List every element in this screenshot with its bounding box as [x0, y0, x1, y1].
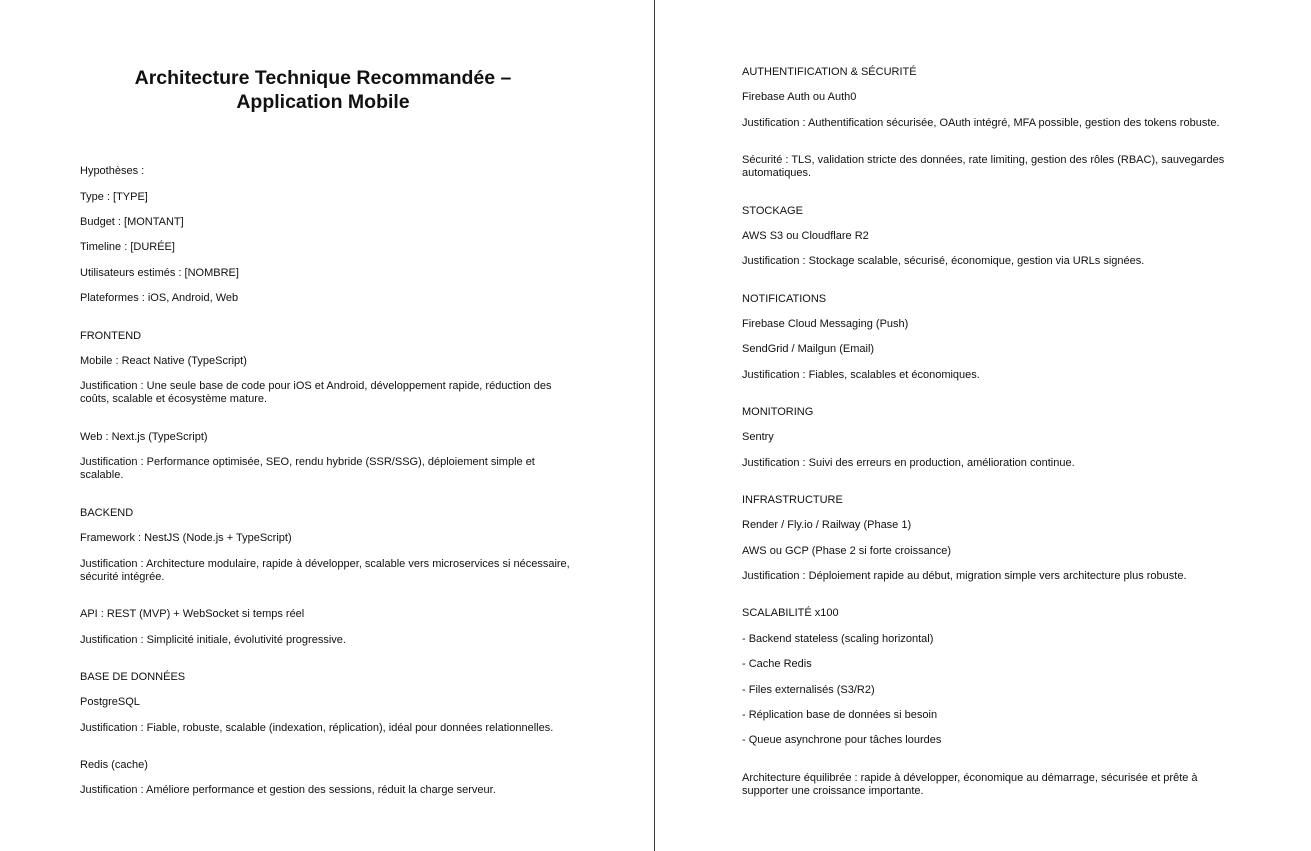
storage-heading: STOCKAGE — [742, 205, 803, 217]
backend-framework-justification: Justification : Architecture modulaire, rapide à développer, scalable vers microservices si nécessaire, sécurité intégrée. — [80, 558, 570, 583]
document-page-right — [656, 0, 1311, 851]
infrastructure-justification: Justification : Déploiement rapide au début, migration simple vers architecture plus robuste. — [742, 570, 1187, 582]
notifications-justification: Justification : Fiables, scalables et économiques. — [742, 369, 980, 381]
auth-justification: Justification : Authentification sécurisée, OAuth intégré, MFA possible, gestion des tokens robuste. — [742, 117, 1220, 129]
frontend-mobile-justification: Justification : Une seule base de code pour iOS et Android, développement rapide, réduction des coûts, scalable et écosystème mature. — [80, 380, 552, 405]
storage-provider: AWS S3 ou Cloudflare R2 — [742, 230, 869, 242]
page-divider — [654, 0, 655, 851]
hypothesis-users: Utilisateurs estimés : [NOMBRE] — [80, 267, 239, 279]
frontend-mobile: Mobile : React Native (TypeScript) — [80, 355, 247, 367]
scalability-item: - Backend stateless (scaling horizontal) — [742, 633, 934, 645]
auth-provider: Firebase Auth ou Auth0 — [742, 91, 857, 103]
backend-framework: Framework : NestJS (Node.js + TypeScript) — [80, 532, 292, 544]
database-heading: BASE DE DONNÉES — [80, 671, 186, 683]
scalability-item: - Réplication base de données si besoin — [742, 709, 938, 721]
monitoring-heading: MONITORING — [742, 406, 814, 418]
frontend-heading: FRONTEND — [80, 330, 142, 342]
notifications-heading: NOTIFICATIONS — [742, 293, 827, 305]
backend-api: API : REST (MVP) + WebSocket si temps réel — [80, 608, 305, 620]
hypothesis-platforms: Plateformes : iOS, Android, Web — [80, 292, 239, 304]
infrastructure-phase2: AWS ou GCP (Phase 2 si forte croissance) — [742, 545, 952, 557]
frontend-web-justification: Justification : Performance optimisée, SEO, rendu hybride (SSR/SSG), déploiement simple et scalable. — [80, 456, 535, 481]
conclusion-text: Architecture équilibrée : rapide à développer, économique au démarrage, sécurisée et prête à supporter une croissance importante. — [742, 772, 1198, 797]
hypotheses-heading: Hypothèses : — [80, 165, 145, 177]
backend-api-justification: Justification : Simplicité initiale, évolutivité progressive. — [80, 634, 346, 646]
document-title — [0, 66, 646, 114]
auth-security: Sécurité : TLS, validation stricte des données, rate limiting, gestion des rôles (RBAC), sauvegardes automatiques. — [742, 154, 1225, 179]
scalability-heading: SCALABILITÉ x100 — [742, 607, 839, 619]
notifications-email: SendGrid / Mailgun (Email) — [742, 343, 875, 355]
hypothesis-timeline: Timeline : [DURÉE] — [80, 241, 175, 253]
notifications-push: Firebase Cloud Messaging (Push) — [742, 318, 909, 330]
monitoring-justification: Justification : Suivi des erreurs en production, amélioration continue. — [742, 457, 1075, 469]
backend-heading: BACKEND — [80, 507, 134, 519]
auth-heading: AUTHENTIFICATION & SÉCURITÉ — [742, 66, 917, 78]
database-redis-justification: Justification : Améliore performance et gestion des sessions, réduit la charge serveur. — [80, 784, 496, 796]
database-postgres-justification: Justification : Fiable, robuste, scalable (indexation, réplication), idéal pour données relationnelles. — [80, 722, 554, 734]
document-page-left — [0, 0, 654, 851]
database-postgres: PostgreSQL — [80, 696, 140, 708]
hypothesis-budget: Budget : [MONTANT] — [80, 216, 184, 228]
hypothesis-type: Type : [TYPE] — [80, 191, 148, 203]
database-redis: Redis (cache) — [80, 759, 148, 771]
document-title-line-1: Architecture Technique Recommandée – — [134, 67, 512, 89]
scalability-item: - Queue asynchrone pour tâches lourdes — [742, 734, 942, 746]
storage-justification: Justification : Stockage scalable, sécurisé, économique, gestion via URLs signées. — [742, 255, 1145, 267]
infrastructure-heading: INFRASTRUCTURE — [742, 494, 843, 506]
frontend-web: Web : Next.js (TypeScript) — [80, 431, 208, 443]
scalability-item: - Files externalisés (S3/R2) — [742, 684, 875, 696]
scalability-item: - Cache Redis — [742, 658, 812, 670]
document-title-line-2: Application Mobile — [236, 91, 410, 113]
monitoring-tool: Sentry — [742, 431, 774, 443]
infrastructure-phase1: Render / Fly.io / Railway (Phase 1) — [742, 519, 912, 531]
